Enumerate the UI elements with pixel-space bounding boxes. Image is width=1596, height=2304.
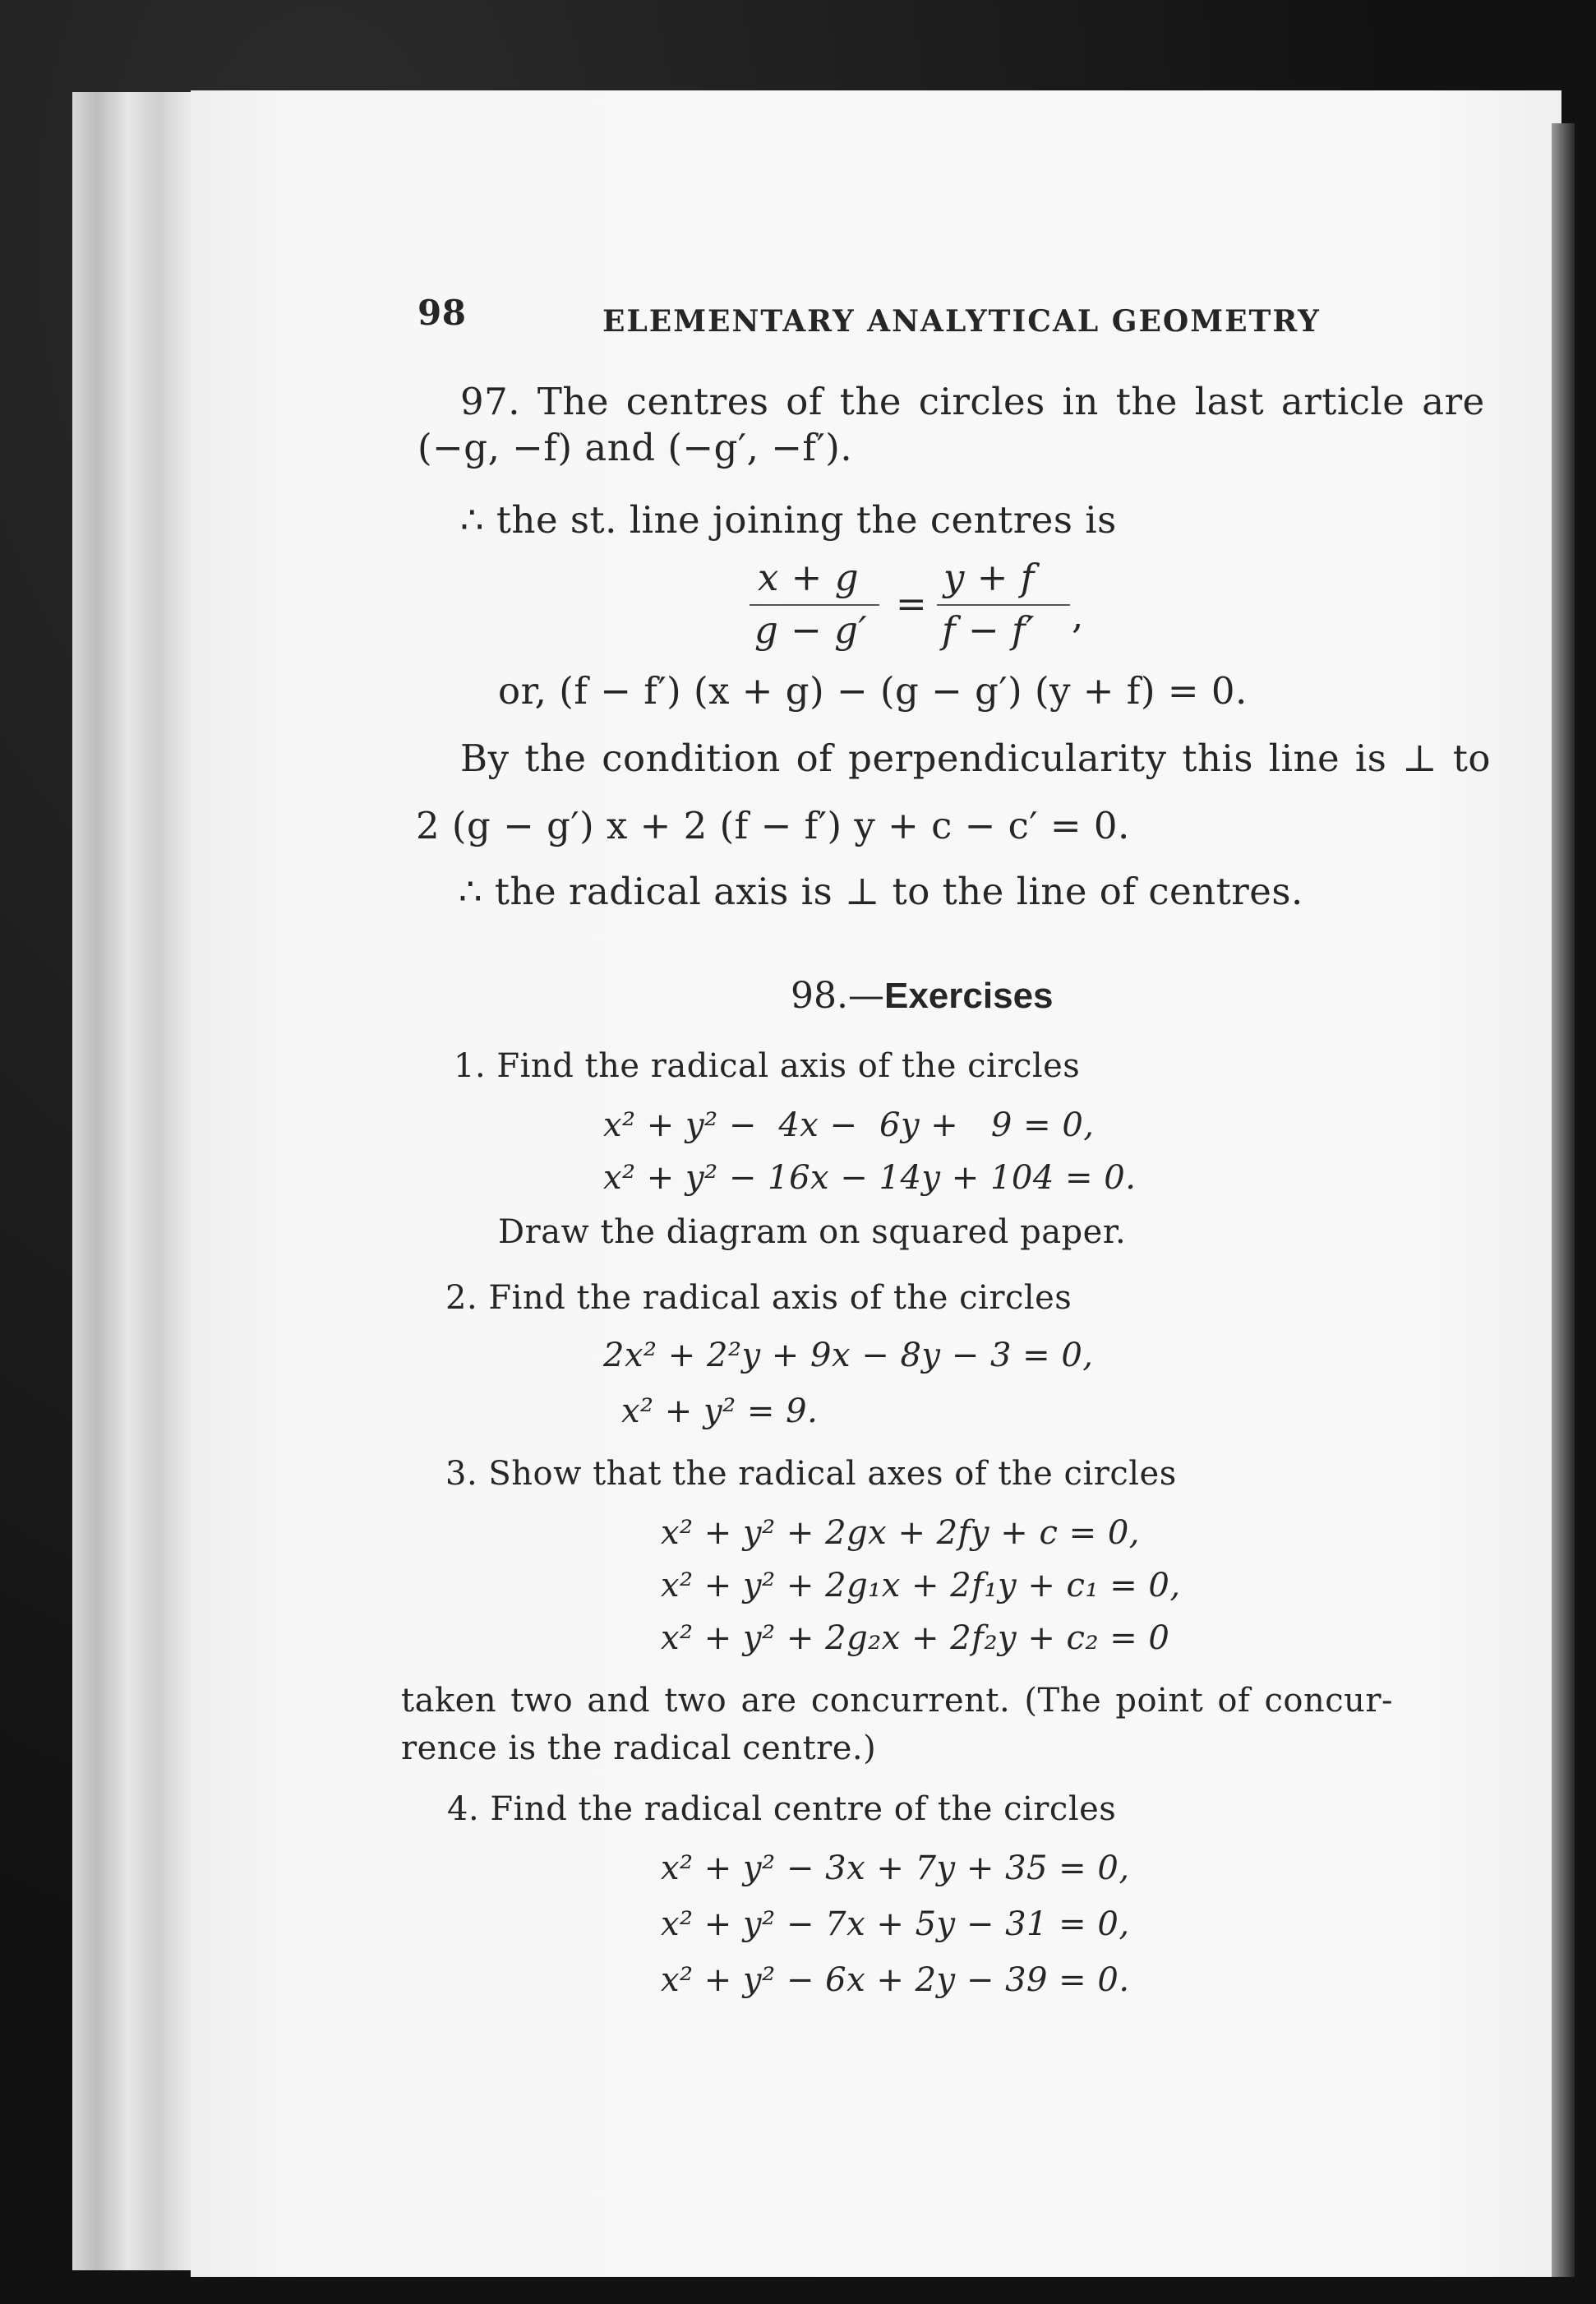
article-97-equation: or, (f − f′) (x + g) − (g − g′) (y + f) = 0. <box>498 669 1248 713</box>
article-97-line-1: 97. The centres of the circles in the last article are <box>460 380 1485 423</box>
exercise-4-text: 4. Find the radical centre of the circles <box>447 1790 1117 1828</box>
exercise-1-text: 1. Find the radical axis of the circles <box>454 1047 1081 1085</box>
fraction-left-denominator: g − g′ <box>754 608 868 652</box>
exercise-4-equation-2: x² + y² − 7x + 5y − 31 = 0, <box>661 1905 1130 1943</box>
exercise-2-text: 2. Find the radical axis of the circles <box>445 1279 1072 1317</box>
exercise-1-equation-1: x² + y² − 4x − 6y + 9 = 0, <box>603 1106 1095 1144</box>
exercises-heading <box>791 975 1054 1017</box>
page-number: 98 <box>417 293 467 333</box>
book-binding-edge <box>72 92 196 2270</box>
article-97-line-6: 2 (g − g′) x + 2 (f − f′) y + c − c′ = 0. <box>416 804 1130 847</box>
exercise-3-continuation-2: rence is the radical centre.) <box>401 1729 877 1767</box>
fraction-equals: = <box>896 582 928 626</box>
article-97-line-3: ∴ the st. line joining the centres is <box>460 498 1117 542</box>
exercises-heading-number: 98.— <box>791 975 884 1017</box>
exercise-4-equation-3: x² + y² − 6x + 2y − 39 = 0. <box>661 1961 1130 1999</box>
exercise-3-text: 3. Show that the radical axes of the circles <box>445 1455 1177 1493</box>
exercise-3-continuation-1: taken two and two are concurrent. (The point of concur- <box>401 1682 1394 1720</box>
exercise-2-equation-1: 2x² + 2²y + 9x − 8y − 3 = 0, <box>603 1337 1094 1374</box>
article-97-line-2: (−g, −f) and (−g′, −f′). <box>417 426 853 469</box>
fraction-right-denominator: f − f′ <box>942 608 1035 652</box>
fraction-right-numerator: y + f <box>943 556 1035 599</box>
article-97-line-5: By the condition of perpendicularity this line is ⊥ to <box>460 736 1492 780</box>
fraction-left-numerator: x + g <box>758 556 859 599</box>
exercise-3-equation-2: x² + y² + 2g₁x + 2f₁y + c₁ = 0, <box>661 1567 1181 1604</box>
fraction-comma: , <box>1072 593 1084 637</box>
exercise-3-equation-1: x² + y² + 2gx + 2fy + c = 0, <box>661 1514 1140 1552</box>
running-title: ELEMENTARY ANALYTICAL GEOMETRY <box>602 304 1321 339</box>
exercise-3-equation-3: x² + y² + 2g₂x + 2f₂y + c₂ = 0 <box>661 1619 1170 1657</box>
fraction-right-bar <box>937 604 1070 606</box>
article-97-line-7: ∴ the radical axis is ⊥ to the line of centres. <box>459 870 1303 913</box>
exercise-2-equation-2: x² + y² = 9. <box>621 1392 819 1430</box>
exercise-1-note: Draw the diagram on squared paper. <box>498 1213 1127 1251</box>
exercise-1-equation-2: x² + y² − 16x − 14y + 104 = 0. <box>603 1159 1137 1197</box>
exercises-heading-text: Exercises <box>883 976 1054 1016</box>
fraction-left-bar <box>750 604 879 606</box>
exercise-4-equation-1: x² + y² − 3x + 7y + 35 = 0, <box>661 1849 1130 1887</box>
page-shadow-edge <box>1552 123 1575 2277</box>
